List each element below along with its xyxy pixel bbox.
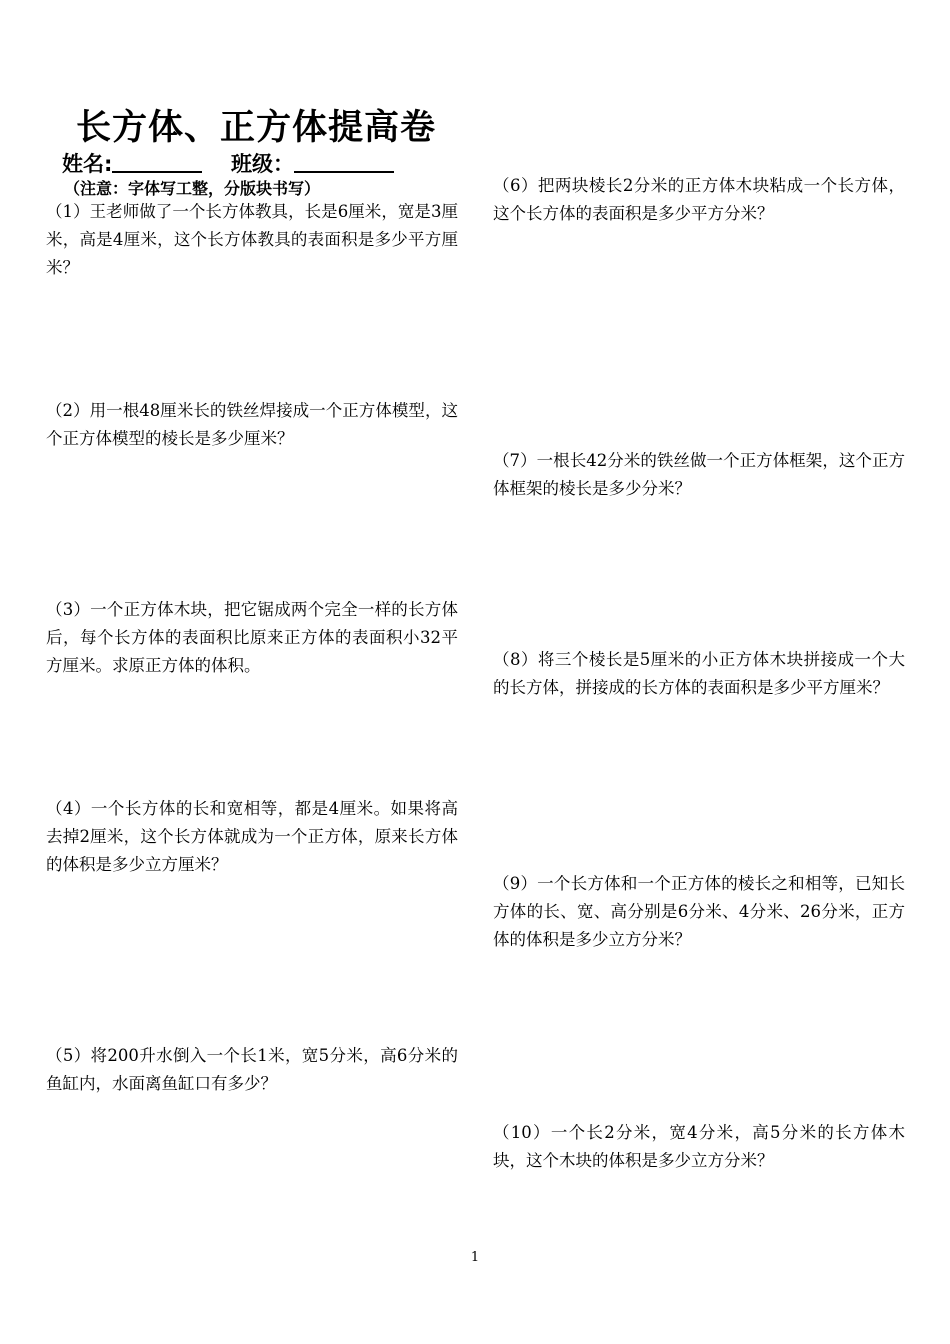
class-label: 班级： [231,152,295,176]
question-10: （10）一个长2分米，宽4分米，高5分米的长方体木块，这个木块的体积是多少立方分米？ [493,1123,905,1170]
question-1: （1）王老师做了一个长方体教具，长是6厘米，宽是3厘米，高是4厘米，这个长方体教具的表面积是多少平方厘米？ [46,202,458,277]
question-5: （5）将200升水倒入一个长1米，宽5分米，高6分米的鱼缸内，水面离鱼缸口有多少？ [46,1046,458,1093]
name-label: 姓名: [62,152,113,176]
page-title: 长方体、正方体提高卷 [76,108,437,148]
question-7: （7）一根长42分米的铁丝做一个正方体框架，这个正方体框架的棱长是多少分米？ [493,451,905,498]
question-8: （8）将三个棱长是5厘米的小正方体木块拼接成一个大的长方体，拼接成的长方体的表面积是多少平方厘米？ [493,650,905,697]
question-2: （2）用一根48厘米长的铁丝焊接成一个正方体模型，这个正方体模型的棱长是多少厘米？ [46,401,458,448]
instruction-note: （注意：字体写工整，分版块书写） [64,179,321,198]
name-blank[interactable] [112,151,202,173]
question-4: （4）一个长方体的长和宽相等，都是4厘米。如果将高去掉2厘米，这个长方体就成为一个正方体，原来长方体的体积是多少立方厘米？ [46,799,458,874]
question-6: （6）把两块棱长2分米的正方体木块粘成一个长方体，这个长方体的表面积是多少平方分米？ [493,176,905,223]
question-3: （3）一个正方体木块，把它锯成两个完全一样的长方体后，每个长方体的表面积比原来正方体的表面积小32平方厘米。求原正方体的体积。 [46,600,458,675]
page-number: 1 [470,1250,480,1265]
student-info-line [62,148,394,178]
question-9: （9）一个长方体和一个正方体的棱长之和相等，已知长方体的长、宽、高分别是6分米、4分米、26分米，正方体的体积是多少立方分米？ [493,874,905,949]
class-blank[interactable] [294,151,394,173]
